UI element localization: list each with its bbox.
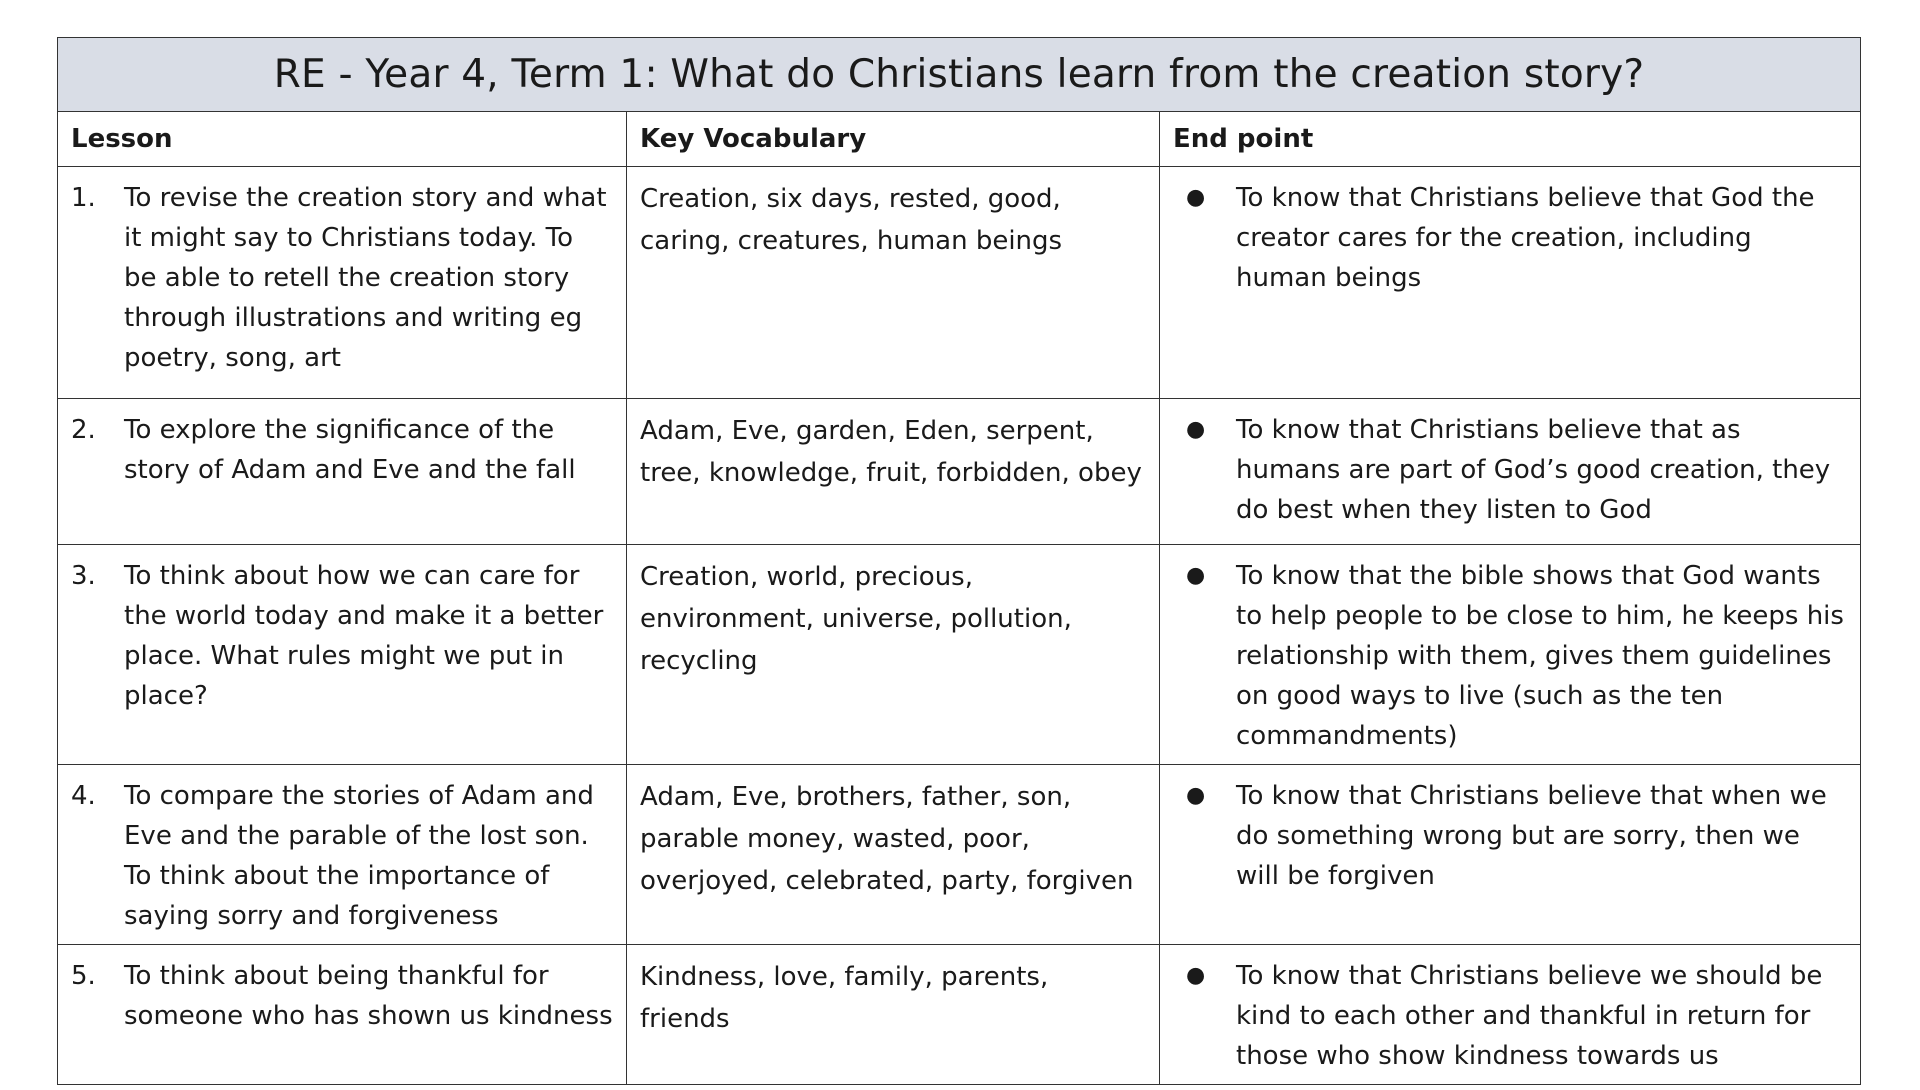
endpoint-cell xyxy=(1160,945,1861,1085)
endpoint-text: To know that Christians believe that God the creator cares for the creation, including human beings xyxy=(1236,183,1815,293)
lesson-cell xyxy=(58,545,627,765)
vocabulary-cell: Kindness, love, family, parents, friends xyxy=(627,945,1160,1085)
endpoint-cell xyxy=(1160,167,1861,399)
table-row xyxy=(58,399,1861,545)
lesson-number: 1. xyxy=(71,183,96,213)
curriculum-sheet xyxy=(57,37,1860,1085)
bullet-icon: ● xyxy=(1186,783,1206,808)
page-title: RE - Year 4, Term 1: What do Christians learn from the creation story? xyxy=(58,38,1861,112)
vocabulary-cell: Creation, world, precious, environment, universe, pollution, recycling xyxy=(627,545,1160,765)
endpoint-cell xyxy=(1160,545,1861,765)
lesson-text: To think about how we can care for the world today and make it a better place. What rules might we put in place? xyxy=(124,561,604,711)
title-row xyxy=(58,38,1861,112)
lesson-text: To compare the stories of Adam and Eve and the parable of the lost son. To think about the importance of saying sorry and forgiveness xyxy=(124,781,594,931)
lesson-number: 5. xyxy=(71,961,96,991)
column-header-endpoint: End point xyxy=(1160,112,1861,167)
endpoint-cell xyxy=(1160,765,1861,945)
bullet-icon: ● xyxy=(1186,185,1206,210)
lesson-cell xyxy=(58,399,627,545)
bullet-icon: ● xyxy=(1186,417,1206,442)
lesson-text: To revise the creation story and what it might say to Christians today. To be able to retell the creation story through illustrations and writing eg poetry, song, art xyxy=(124,183,607,373)
vocabulary-cell: Creation, six days, rested, good, caring, creatures, human beings xyxy=(627,167,1160,399)
header-row xyxy=(58,112,1861,167)
column-header-lesson: Lesson xyxy=(58,112,627,167)
table-row xyxy=(58,545,1861,765)
vocabulary-cell: Adam, Eve, brothers, father, son, parable money, wasted, poor, overjoyed, celebrated, party, forgiven xyxy=(627,765,1160,945)
table-row xyxy=(58,765,1861,945)
lesson-number: 3. xyxy=(71,561,96,591)
lesson-plan-table xyxy=(57,37,1861,1085)
lesson-number: 2. xyxy=(71,415,96,445)
bullet-icon: ● xyxy=(1186,963,1206,988)
lesson-cell xyxy=(58,945,627,1085)
endpoint-text: To know that Christians believe that when we do something wrong but are sorry, then we will be forgiven xyxy=(1236,781,1827,891)
endpoint-text: To know that Christians believe we should be kind to each other and thankful in return for those who show kindness towards us xyxy=(1236,961,1823,1071)
vocabulary-cell: Adam, Eve, garden, Eden, serpent, tree, knowledge, fruit, forbidden, obey xyxy=(627,399,1160,545)
lesson-text: To explore the significance of the story of Adam and Eve and the fall xyxy=(124,415,576,485)
endpoint-text: To know that Christians believe that as humans are part of God’s good creation, they do best when they listen to God xyxy=(1236,415,1831,525)
endpoint-text: To know that the bible shows that God wants to help people to be close to him, he keeps his relationship with them, gives them guidelines on good ways to live (such as the ten commandments) xyxy=(1236,561,1844,751)
lesson-cell xyxy=(58,765,627,945)
table-row xyxy=(58,945,1861,1085)
lesson-cell xyxy=(58,167,627,399)
endpoint-cell xyxy=(1160,399,1861,545)
lesson-number: 4. xyxy=(71,781,96,811)
column-header-vocabulary: Key Vocabulary xyxy=(627,112,1160,167)
bullet-icon: ● xyxy=(1186,563,1206,588)
table-row xyxy=(58,167,1861,399)
lesson-text: To think about being thankful for someone who has shown us kindness xyxy=(124,961,613,1031)
